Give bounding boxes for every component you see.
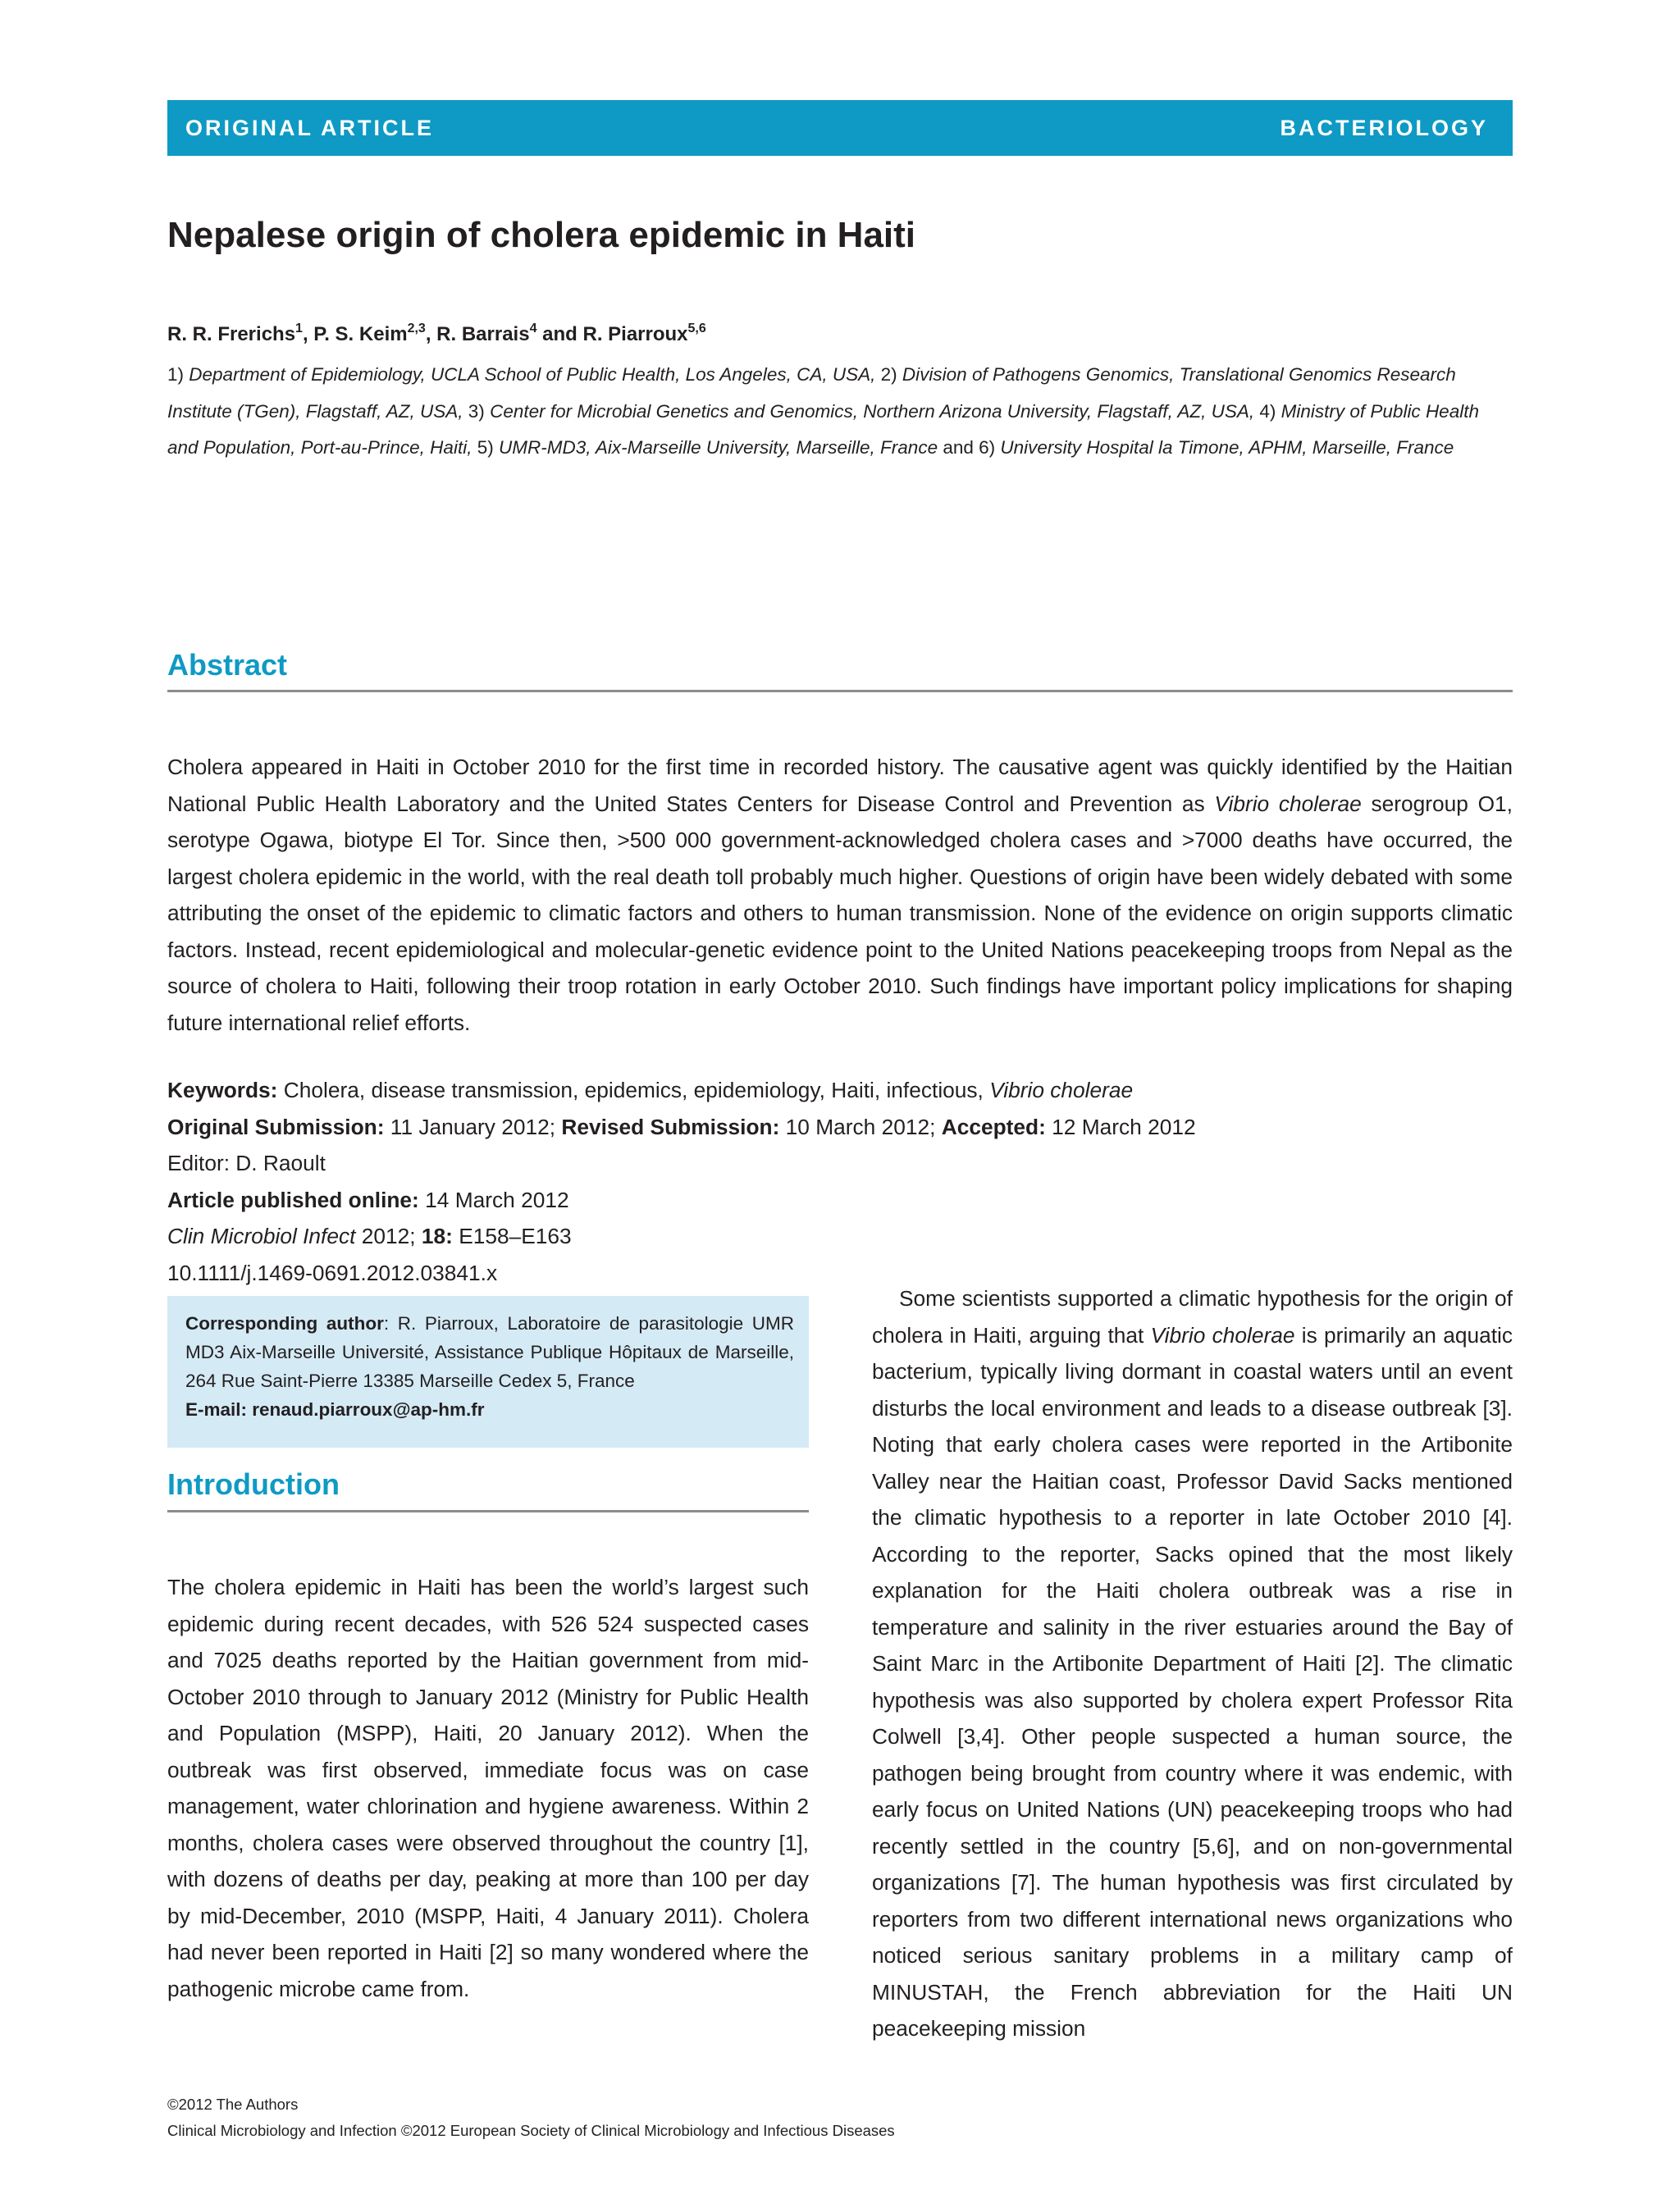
revised-submission-label: Revised Submission:: [561, 1114, 780, 1139]
keywords-value: Cholera, disease transmission, epidemics, epidemiology, Haiti, infectious,: [283, 1078, 984, 1102]
journal-name: Clin Microbiol Infect: [167, 1224, 356, 1248]
affil-separator: and: [938, 437, 979, 458]
author-affil-sup: 1: [295, 322, 303, 335]
editor-line: Editor: D. Raoult: [167, 1151, 326, 1175]
author-name: R. Piarroux: [582, 323, 688, 345]
affil-number: 6): [979, 437, 996, 458]
introduction-heading: Introduction: [167, 1467, 340, 1501]
journal-volume: 18:: [421, 1224, 453, 1248]
journal-year: 2012;: [361, 1224, 416, 1248]
corresponding-author-text: [185, 1309, 794, 1424]
author-name: R. R. Frerichs: [167, 323, 296, 345]
accepted-date: 12 March 2012: [1052, 1114, 1196, 1139]
header-banner: [167, 100, 1513, 156]
keywords-species: Vibrio cholerae: [989, 1078, 1134, 1102]
abstract-divider: [167, 690, 1513, 692]
right-column-text-part: Some scientists supported a climatic hypothesis for the origin of cholera in Haiti, arguing that: [872, 1286, 1513, 1348]
corresponding-author-label: Corresponding author: [185, 1313, 384, 1334]
abstract-text-part: Cholera appeared in Haiti in October 2010 for the first time in recorded history. The causative agent was quickly identified by the Haitian National Public Health Laboratory and the United States Centers for Disease Control and Prevention as: [167, 755, 1513, 816]
author-list: [167, 322, 1513, 346]
affil-number: 2): [880, 364, 897, 385]
author-name: R. Barrais: [436, 323, 530, 345]
original-submission-label: Original Submission:: [167, 1114, 385, 1139]
corresponding-author-box: [167, 1296, 809, 1448]
subject-label: BACTERIOLOGY: [1280, 116, 1488, 140]
author-affil-sup: 5,6: [687, 322, 706, 335]
email-label: E-mail:: [185, 1399, 248, 1420]
affil-number: 5): [477, 437, 494, 458]
affil-text: Center for Microbial Genetics and Genomics, Northern Arizona University, Flagstaff, AZ, USA,: [490, 400, 1255, 422]
introduction-divider: [167, 1510, 809, 1512]
abstract-species-name: Vibrio cholerae: [1214, 791, 1362, 816]
published-line: [167, 1182, 1513, 1219]
corresponding-author-address: : R. Piarroux, Laboratoire de parasitologie UMR MD3 Aix-Marseille Université, Assistance Publique Hôpitaux de Marseille, 264 Rue Saint-Pierre 13385 Marseille Cedex 5, France: [185, 1313, 794, 1391]
right-column-text: [872, 1280, 1513, 2047]
affil-text: Division of Pathogens Genomics, Translational Genomics Research Institute (TGen), Flagstaff, AZ, USA,: [167, 364, 1456, 422]
author-separator: ,: [425, 323, 437, 345]
affil-number: 3): [468, 400, 485, 422]
author-name: P. S. Keim: [313, 323, 408, 345]
affil-text: University Hospital la Timone, APHM, Marseille, France: [1000, 437, 1454, 458]
right-column-species-name: Vibrio cholerae: [1150, 1322, 1295, 1348]
revised-submission-date: 10 March 2012;: [785, 1114, 936, 1139]
original-submission-date: 11 January 2012;: [390, 1114, 556, 1139]
copyright-line: ©2012 The Authors: [167, 2096, 299, 2113]
keywords-label: Keywords:: [167, 1078, 278, 1102]
affil-text: Ministry of Public Health and Population, Port-au-Prince, Haiti,: [167, 400, 1479, 458]
article-type-label: ORIGINAL ARTICLE: [185, 116, 434, 140]
author-separator: and: [536, 323, 583, 345]
article-title: Nepalese origin of cholera epidemic in Haiti: [167, 215, 916, 255]
abstract-text: [167, 749, 1513, 1041]
keywords-line: [167, 1072, 1513, 1109]
affiliations: [167, 357, 1513, 467]
author-affil-sup: 4: [529, 322, 537, 335]
published-label: Article published online:: [167, 1187, 419, 1212]
affil-text: Department of Epidemiology, UCLA School of Public Health, Los Angeles, CA, USA,: [189, 364, 876, 385]
affil-number: 4): [1259, 400, 1276, 422]
author-separator: ,: [302, 323, 314, 345]
article-metadata: [167, 1072, 1513, 1291]
submission-dates-line: [167, 1109, 1513, 1146]
journal-copyright-line: Clinical Microbiology and Infection ©2012 European Society of Clinical Microbiology and Infectious Diseases: [167, 2122, 895, 2139]
doi-line: 10.1111/j.1469-0691.2012.03841.x: [167, 1260, 498, 1285]
abstract-heading: Abstract: [167, 648, 288, 682]
affil-number: 1): [167, 364, 185, 385]
published-date: 14 March 2012: [425, 1187, 569, 1212]
affil-text: UMR-MD3, Aix-Marseille University, Marseille, France: [499, 437, 938, 458]
page-footer: [167, 2092, 895, 2144]
citation-line: [167, 1218, 1513, 1255]
email-address[interactable]: renaud.piarroux@ap-hm.fr: [252, 1399, 485, 1420]
journal-pages: E158–E163: [459, 1224, 572, 1248]
abstract-text-part: serogroup O1, serotype Ogawa, biotype El Tor. Since then, >500 000 government-acknowledged cholera cases and >7000 deaths have occurred, the largest cholera epidemic in the world, with the real death toll probably much higher. Questions of origin have been widely debated with some attributing the onset of the epidemic to climatic factors and others to human transmission. None of the evidence on origin supports climatic factors. Instead, recent epidemiological and molecular-genetic evidence point to the United Nations peacekeeping troops from Nepal as the source of cholera to Haiti, following their troop rotation in early October 2010. Such findings have important policy implications for shaping future international relief efforts.: [167, 791, 1513, 1035]
author-affil-sup: 2,3: [407, 322, 426, 335]
introduction-text: The cholera epidemic in Haiti has been the world’s largest such epidemic during recent decades, with 526 524 suspected cases and 7025 deaths reported by the Haitian government from mid-October 2010 through to January 2012 (Ministry for Public Health and Population (MSPP), Haiti, 20 January 2012). When the outbreak was first observed, immediate focus was on case management, water chlorination and hygiene awareness. Within 2 months, cholera cases were observed throughout the country [1], with dozens of deaths per day, peaking at more than 100 per day by mid-December, 2010 (MSPP, Haiti, 4 January 2011). Cholera had never been reported in Haiti [2] so many wondered where the pathogenic microbe came from.: [167, 1575, 809, 2001]
accepted-label: Accepted:: [941, 1114, 1046, 1139]
right-column-text-part: is primarily an aquatic bacterium, typically living dormant in coastal waters until an event disturbs the local environment and leads to a disease outbreak [3]. Noting that early cholera cases were reported in the Artibonite Valley near the Haitian coast, Professor David Sacks mentioned the climatic hypothesis to a reporter in late October 2010 [4]. According to the reporter, Sacks opined that the most likely explanation for the Haiti cholera outbreak was a rise in temperature and salinity in the river estuaries around the Bay of Saint Marc in the Artibonite Department of Haiti [2]. The climatic hypothesis was also supported by cholera expert Professor Rita Colwell [3,4]. Other people suspected a human source, the pathogen being brought from country where it was endemic, with early focus on United Nations (UN) peacekeeping troops who had recently settled in the country [5,6], and on non-governmental organizations [7]. The human hypothesis was first circulated by reporters from two different international news organizations who noticed serious sanitary problems in a military camp of MINUSTAH, the French abbreviation for the Haiti UN peacekeeping mission: [872, 1322, 1513, 2041]
